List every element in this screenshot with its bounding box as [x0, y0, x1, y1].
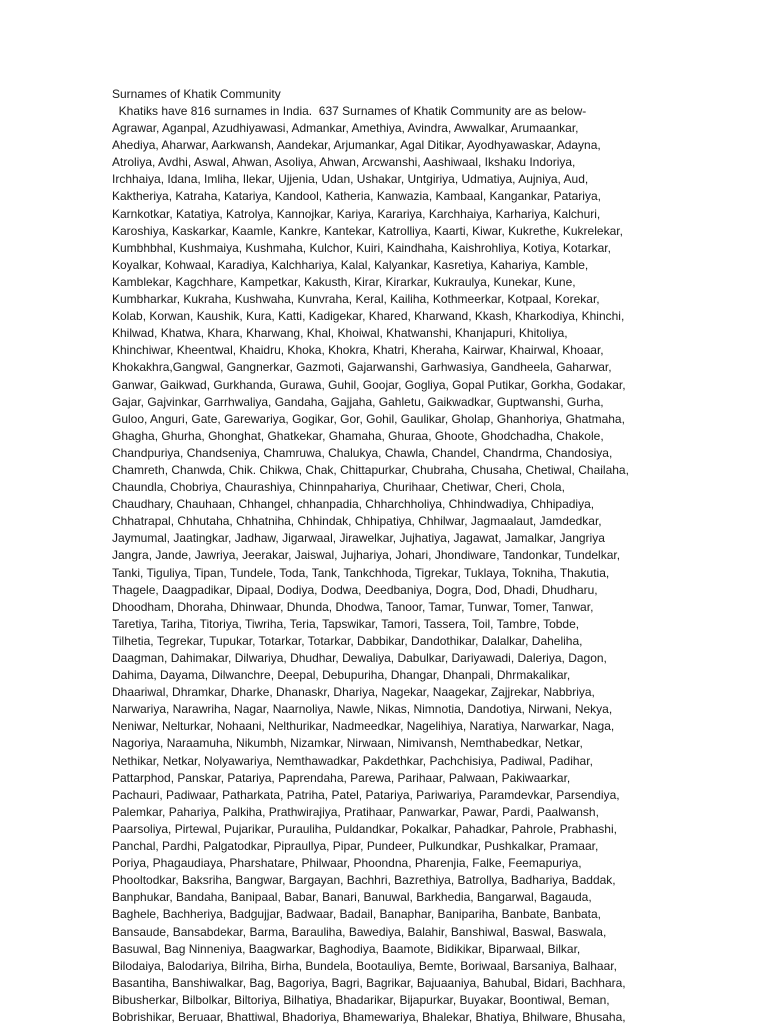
text-line: Kumbharkar, Kukraha, Kushwaha, Kunvraha, Keral, Kailiha, Kothmeerkar, Kotpaal, Korekar, [112, 292, 600, 307]
text-line: Baghele, Bachheriya, Badgujjar, Badwaar, Badail, Banaphar, Banipariha, Banbate, Banbata, [112, 907, 602, 922]
text-line: Karnkotkar, Katatiya, Katrolya, Kannojkar, Kariya, Karariya, Karchhaiya, Karhariya, Kalchuri, [112, 206, 601, 221]
text-line: Kolab, Korwan, Kaushik, Kura, Katti, Kadigekar, Khared, Kharwand, Kkash, Kharkodiya, Khinchi, [112, 309, 625, 324]
text-line: Ahediya, Aharwar, Aarkwansh, Aandekar, Arjumankar, Agal Ditikar, Ayodhyawaskar, Adayna, [112, 138, 601, 153]
text-line: Atroliya, Avdhi, Aswal, Ahwan, Asoliya, Ahwan, Arcwanshi, Aashiwaal, Ikshaku Indoriya, [112, 155, 576, 170]
text-line: Irchhaiya, Idana, Imliha, Ilekar, Ujjenia, Udan, Ushakar, Untgiriya, Udmatiya, Aujniya, Aud, [112, 172, 589, 187]
text-line: Ghagha, Ghurha, Ghonghat, Ghatkekar, Ghamaha, Ghuraa, Ghoote, Ghodchadha, Chakole, [112, 428, 604, 443]
text-line: Thagele, Daagpadikar, Dipaal, Dodiya, Dodwa, Deedbaniya, Dogra, Dod, Dhadi, Dhudharu, [112, 582, 598, 597]
text-line: Khilwad, Khatwa, Khara, Kharwang, Khal, Khoiwal, Khatwanshi, Khanjapuri, Khitoliya, [112, 326, 568, 341]
text-line: Dahima, Dayama, Dilwanchre, Deepal, Debupuriha, Dhangar, Dhanpali, Dhrmakalikar, [112, 668, 571, 683]
text-line: Basuwal, Bag Ninneniya, Baagwarkar, Baghodiya, Baamote, Bidikikar, Biparwaal, Bilkar, [112, 941, 581, 956]
text-line: Nethikar, Netkar, Nolyawariya, Nemthawadkar, Pakdethkar, Pachchisiya, Padiwal, Padihar, [112, 753, 593, 768]
text-line: Koyalkar, Kohwaal, Karadiya, Kalchhariya, Kalal, Kalyankar, Kasretiya, Kahariya, Kamble, [112, 257, 589, 272]
text-line: Guloo, Anguri, Gate, Garewariya, Gogikar, Gor, Gohil, Gaulikar, Gholap, Ghanhoriya, Ghatmaha, [112, 411, 625, 426]
text-line: Panchal, Pardhi, Palgatodkar, Pipraullya, Pipar, Pundeer, Pulkundkar, Pushkalkar, Pramaar, [112, 839, 599, 854]
text-line: Gajar, Gajvinkar, Garrhwaliya, Gandaha, Gajjaha, Gahletu, Gaikwadkar, Guptwanshi, Gurha, [112, 394, 604, 409]
text-line: Taretiya, Tariha, Titoriya, Tiwriha, Teria, Tapswikar, Tamori, Tassera, Toil, Tambre, Tobde, [112, 616, 580, 631]
document-title: Surnames of Khatik Community [112, 87, 281, 101]
text-line: Chaundla, Chobriya, Chaurashiya, Chinnpahariya, Churihaar, Chetiwar, Cheri, Chola, [112, 480, 565, 495]
text-line: Chandpuriya, Chandseniya, Chamruwa, Chalukya, Chawla, Chandel, Chandrma, Chandosiya, [112, 445, 613, 460]
text-line: Chaudhary, Chauhaan, Chhangel, chhanpadia, Chharchholiya, Chhindwadiya, Chhipadiya, [112, 497, 595, 512]
text-line: Neniwar, Nelturkar, Nohaani, Nelthurikar, Nadmeedkar, Nagelihiya, Naratiya, Narwarkar, Naga, [112, 719, 615, 734]
surname-list [112, 103, 660, 1026]
text-line: Kumbhbhal, Kushmaiya, Kushmaha, Kulchor, Kuiri, Kaindhaha, Kaishrohliya, Kotiya, Kotarkar, [112, 240, 611, 255]
text-line: Pattarphod, Panskar, Patariya, Paprendaha, Parewa, Parihaar, Palwaan, Pakiwaarkar, [112, 770, 571, 785]
text-line: Kamblekar, Kagchhare, Kampetkar, Kakusth, Kirar, Kirarkar, Kukraulya, Kunekar, Kune, [112, 274, 576, 289]
document-page [112, 86, 660, 1026]
text-line: Kaktheriya, Katraha, Katariya, Kandool, Katheria, Kanwazia, Kambaal, Kangankar, Patariya, [112, 189, 601, 204]
text-line: Chhatrapal, Chhutaha, Chhatniha, Chhindak, Chhipatiya, Chhilwar, Jagmaalaut, Jamdedkar, [112, 514, 602, 529]
text-line: Daagman, Dahimakar, Dilwariya, Dhudhar, Dewaliya, Dabulkar, Dariyawadi, Daleriya, Dagon, [112, 651, 607, 665]
text-line: Karoshiya, Kaskarkar, Kaamle, Kankre, Kantekar, Katrolliya, Kaarti, Kiwar, Kukrethe, Kukrelekar, [112, 223, 623, 238]
text-line: Palemkar, Pahariya, Palkiha, Prathwirajiya, Pratihaar, Panwarkar, Pawar, Pardi, Paalwansh, [112, 804, 599, 819]
text-line: Khokakhra,Gangwal, Gangnerkar, Gazmoti, Gajarwanshi, Garhwasiya, Gandheela, Gaharwar, [112, 360, 612, 375]
text-line: Narwariya, Narawriha, Nagar, Naarnoliya, Nawle, Nikas, Nimnotia, Dandotiya, Nirwani, Nekya, [112, 702, 613, 717]
text-line: Khatiks have 816 surnames in India. 637 Surnames of Khatik Community are as below- [112, 104, 587, 118]
text-line: Nagoriya, Naraamuha, Nikumbh, Nizamkar, Nirwaan, Nimivansh, Nemthabedkar, Netkar, [112, 736, 583, 751]
text-line: Ganwar, Gaikwad, Gurkhanda, Gurawa, Guhil, Goojar, Gogliya, Gopal Putikar, Gorkha, Godakar, [112, 377, 626, 392]
text-line: Dhaariwal, Dhramkar, Dharke, Dhanaskr, Dhariya, Nagekar, Naagekar, Zajjrekar, Nabbriya, [112, 685, 595, 700]
text-line: Phooltodkar, Baksriha, Bangwar, Bargayan, Bachhri, Bazrethiya, Batrollya, Badhariya, Baddak, [112, 873, 616, 888]
text-line: Paarsoliya, Pirtewal, Pujarikar, Purauliha, Puldandkar, Pokalkar, Pahadkar, Pahrole, Prabhashi, [112, 821, 617, 836]
text-line: Pachauri, Padiwaar, Patharkata, Patriha, Patel, Patariya, Pariwariya, Paramdevkar, Parsendiya, [112, 787, 620, 802]
text-line: Jaymumal, Jaatingkar, Jadhaw, Jigarwaal, Jirawelkar, Jujhatiya, Jagawat, Jamalkar, Jangriya [112, 531, 605, 546]
text-line: Bobrishikar, Beruaar, Bhattiwal, Bhadoriya, Bhamewariya, Bhalekar, Bhatiya, Bhilware, Bhusaha, [112, 1009, 626, 1024]
text-line: Chamreth, Chanwda, Chik. Chikwa, Chak, Chittapurkar, Chubraha, Chusaha, Chetiwal, Chailaha, [112, 462, 629, 477]
text-line: Bansaude, Bansabdekar, Barma, Barauliha, Bawediya, Balahir, Banshiwal, Baswal, Baswala, [112, 924, 607, 939]
text-line: Bibusherkar, Bilbolkar, Biltoriya, Bilhatiya, Bhadarikar, Bijapurkar, Buyakar, Boontiwal, Beman, [112, 992, 610, 1007]
text-line: Banphukar, Bandaha, Banipaal, Babar, Banari, Banuwal, Barkhedia, Bangarwal, Bagauda, [112, 890, 592, 905]
text-line: Tilhetia, Tegrekar, Tupukar, Totarkar, Totarkar, Dabbikar, Dandothikar, Dalalkar, Daheliha, [112, 633, 583, 648]
text-line: Basantiha, Banshiwalkar, Bag, Bagoriya, Bagri, Bagrikar, Bajuaaniya, Bahubal, Bidari, Bachhara, [112, 975, 626, 990]
text-line: Poriya, Phagaudiaya, Pharshatare, Philwaar, Phoondna, Pharenjia, Falke, Feemapuriya, [112, 856, 582, 871]
text-line: Agrawar, Aganpal, Azudhiyawasi, Admankar, Amethiya, Avindra, Awwalkar, Arumaankar, [112, 121, 579, 136]
text-line: Bilodaiya, Balodariya, Bilriha, Birha, Bundela, Bootauliya, Bemte, Boriwaal, Barsaniya, Balhaar, [112, 958, 617, 973]
text-line: Jangra, Jande, Jawriya, Jeerakar, Jaiswal, Jujhariya, Johari, Jhondiware, Tandonkar, Tundelkar, [112, 548, 621, 563]
text-line: Dhoodham, Dhoraha, Dhinwaar, Dhunda, Dhodwa, Tanoor, Tamar, Tunwar, Tomer, Tanwar, [112, 599, 594, 614]
text-line: Khinchiwar, Kheentwal, Khaidru, Khoka, Khokra, Khatri, Kheraha, Kairwar, Khairwal, Khoaar, [112, 343, 604, 358]
text-line: Tanki, Tiguliya, Tipan, Tundele, Toda, Tank, Tankchhoda, Tigrekar, Tuklaya, Tokniha, Thakutia, [112, 565, 610, 580]
